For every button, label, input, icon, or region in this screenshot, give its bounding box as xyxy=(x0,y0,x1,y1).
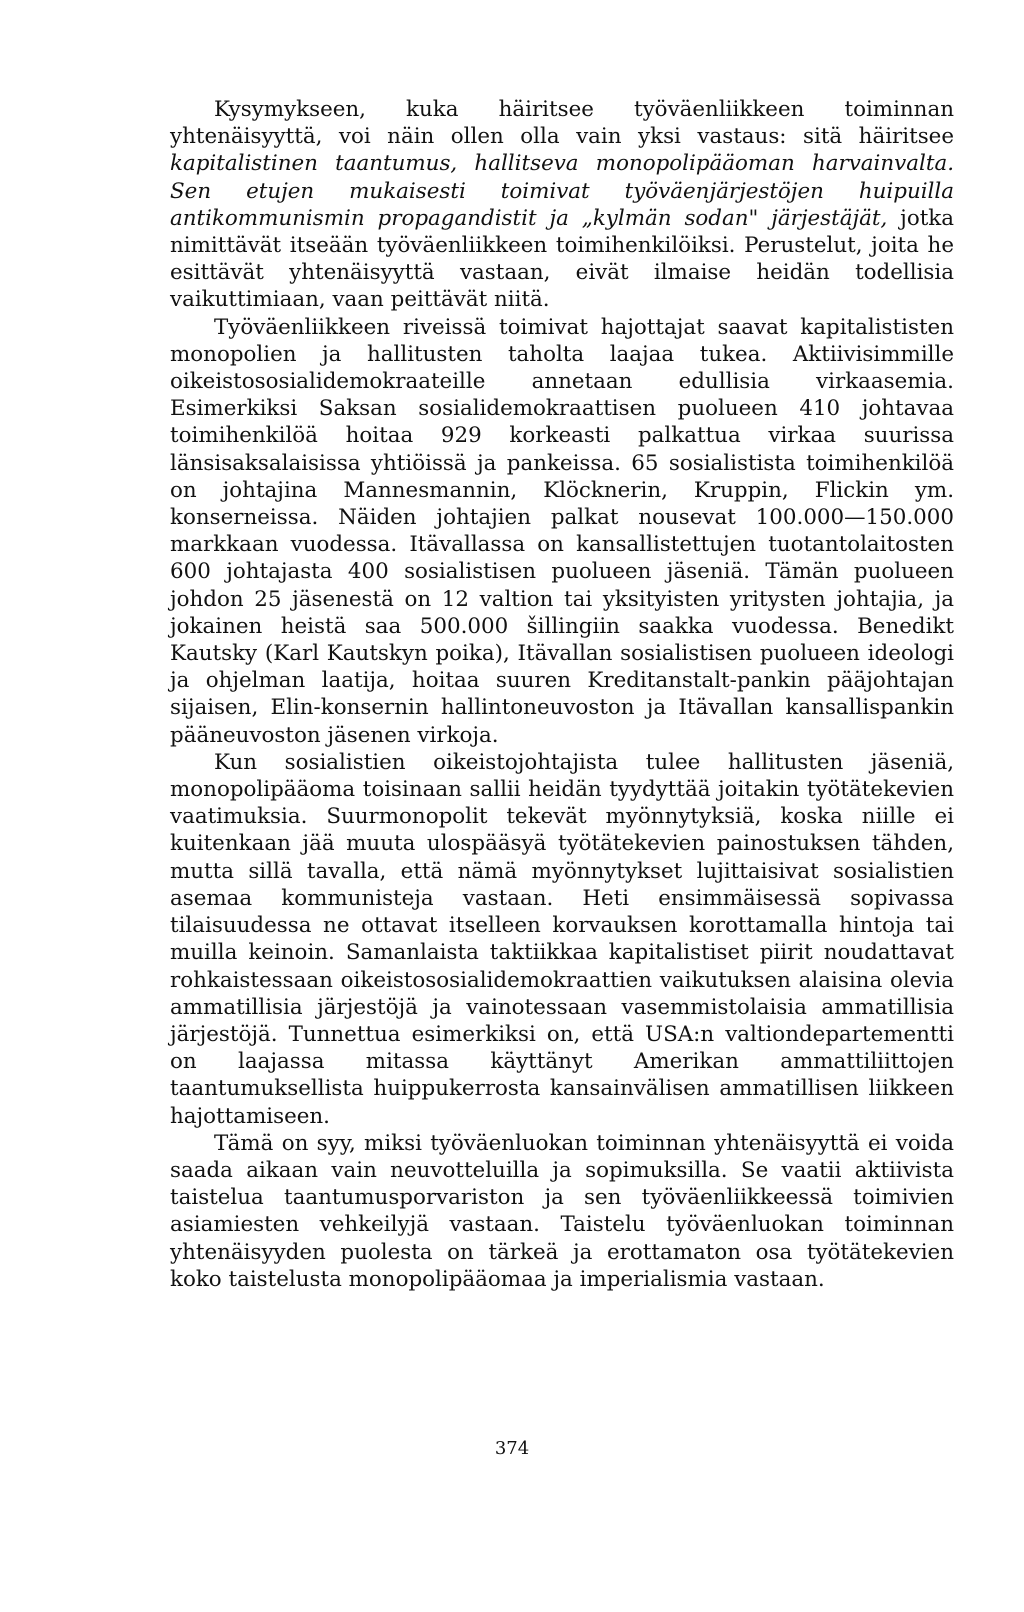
page-number: 374 xyxy=(494,1438,530,1459)
paragraph-4 xyxy=(170,1130,954,1293)
paragraph-1-text-1: Kysymykseen, kuka häiritsee työväenliikkeen toiminnan yhtenäisyyttä, voi näin ollen olla vain yksi vastaus: sitä häiritsee xyxy=(170,97,954,150)
paragraph-1 xyxy=(170,96,954,314)
paragraph-3 xyxy=(170,749,954,1130)
paragraph-3-text: Kun sosialistien oikeistojohtajista tulee hallitusten jäseniä, monopolipääoma toisinaan sallii heidän tyydyttää joitakin työtätekevien vaatimuksia. Suurmonopolit tekevät myönnytyksiä, koska niille ei kuitenkaan jää muuta ulospääsyä työtätekevien painostuksen tähden, mutta sillä tavalla, että nämä myönnytykset lujittaisivat sosialistien asemaa kommunisteja vastaan. Heti ensimmäisessä sopivassa tilaisuudessa ne ottavat itselleen korvauksen korottamalla hintoja tai muilla keinoin. Samanlaista taktiikkaa kapitalistiset piirit noudattavat rohkaistessaan oikeistososialidemokraattien vaikutuksen alaisina olevia ammatillisia järjestöjä ja vainotessaan vasemmistolaisia ammatillisia järjestöjä. Tunnettua esimerkiksi on, että USA:n valtiondepartementti on laajassa mitassa käyttänyt Amerikan ammattiliittojen taantumuksellista huippukerrosta kansainvälisen ammatillisen liikkeen hajottamiseen. xyxy=(170,749,954,1129)
paragraph-1-italic-text: kapitalistinen taantumus, hallitseva monopolipääoman harvainvalta. Sen etujen mukaisesti toimivat työväenjärjestöjen huipuilla antikommunismin propagandistit ja „kylmän sodan" järjestäjät, xyxy=(170,151,954,231)
paragraph-2 xyxy=(170,314,954,749)
paragraph-1-text-2: jotka nimittävät itseään työväenliikkeen toimihenkilöiksi. Perustelut, joita he esittävät yhtenäisyyttä vastaan, eivät ilmaise heidän todellisia vaikuttimiaan, vaan peittävät niitä. xyxy=(170,205,955,313)
paragraph-2-text: Työväenliikkeen riveissä toimivat hajottajat saavat kapitalististen monopolien ja hallitusten taholta laajaa tukea. Aktiivisimmille oikeistososialidemokraateille annetaan edullisia virkaasemia. Esimerkiksi Saksan sosialidemokraattisen puolueen 410 johtavaa toimihenkilöä hoitaa 929 korkeasti palkattua virkaa suurissa länsisaksalaisissa yhtiöissä ja pankeissa. 65 sosialistista toimihenkilöä on johtajina Mannesmannin, Klöcknerin, Kruppin, Flickin ym. konserneissa. Näiden johtajien palkat nousevat 100.000—150.000 markkaan vuodessa. Itävallassa on kansallistettujen tuotantolaitosten 600 johtajasta 400 sosialistisen puolueen jäseniä. Tämän puolueen johdon 25 jäsenestä on 12 valtion tai yksityisten yritysten johtajia, ja jokainen heistä saa 500.000 šillingiin saakka vuodessa. Benedikt Kautsky (Karl Kautskyn poika), Itävallan sosialistisen puolueen ideologi ja ohjelman laatija, hoitaa suuren Kreditanstalt-pankin pääjohtajan sijaisen, Elin-konsernin hallintoneuvoston ja Itävallan kansallispankin pääneuvoston jäsenen virkoja. xyxy=(170,314,954,748)
paragraph-4-text: Tämä on syy, miksi työväenluokan toiminnan yhtenäisyyttä ei voida saada aikaan vain neuvotteluilla ja sopimuksilla. Se vaatii aktiivista taistelua taantumusporvariston ja sen työväenliikkeessä toimivien asiamiesten vehkeilyjä vastaan. Taistelu työväenluokan toiminnan yhtenäisyyden puolesta on tärkeä ja erottamaton osa työtätekevien koko taistelusta monopolipääomaa ja imperialismia vastaan. xyxy=(170,1130,954,1292)
page-body xyxy=(170,96,954,1293)
